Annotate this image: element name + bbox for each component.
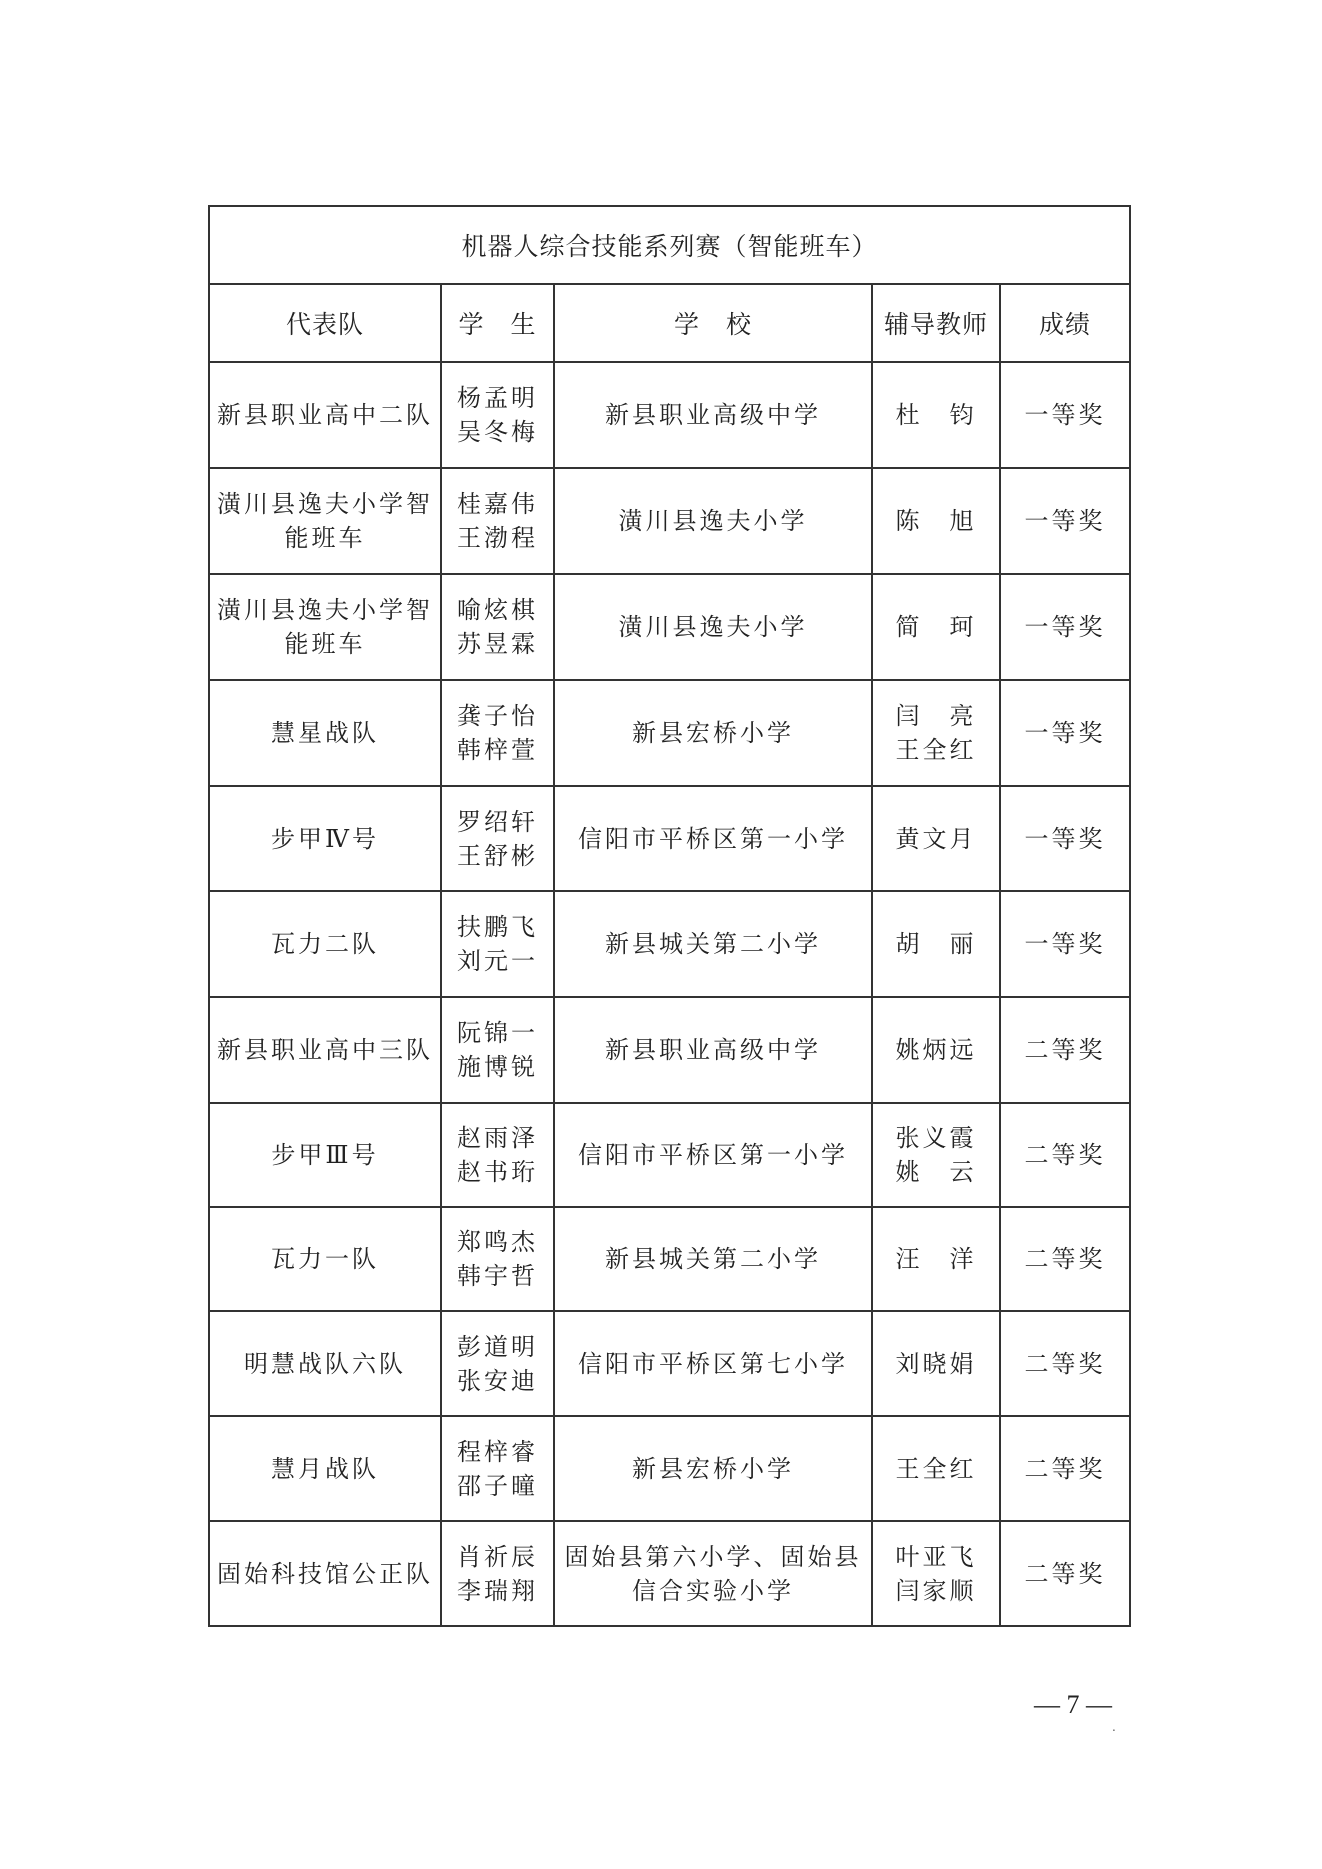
team-cell: 步甲Ⅲ号 [209, 1103, 441, 1207]
students-cell-line: 吴冬梅 [457, 418, 538, 446]
header-school: 学 校 [554, 284, 872, 362]
students-cell [441, 1103, 554, 1207]
teacher-cell-line: 陈 旭 [895, 507, 977, 535]
result-cell: 二等奖 [1000, 1521, 1130, 1626]
result-cell: 一等奖 [1000, 468, 1130, 574]
teacher-cell-line: 黄文月 [895, 824, 977, 853]
school-cell: 信阳市平桥区第一小学 [554, 1103, 872, 1207]
team-cell: 明慧战队六队 [209, 1311, 441, 1416]
team-cell: 慧星战队 [209, 680, 441, 786]
students-cell-line: 韩宇哲 [457, 1262, 538, 1290]
team-cell: 固始科技馆公正队 [209, 1521, 441, 1626]
students-cell-line: 邵子曈 [457, 1471, 538, 1500]
students-cell-line: 赵书珩 [457, 1158, 538, 1186]
school-cell: 新县宏桥小学 [554, 680, 872, 786]
awards-table [208, 205, 1131, 1627]
teacher-cell [872, 997, 1000, 1103]
students-cell [441, 574, 554, 680]
result-cell: 二等奖 [1000, 1207, 1130, 1311]
school-cell: 新县宏桥小学 [554, 1416, 872, 1521]
students-cell-line: 肖祈辰 [457, 1542, 538, 1571]
result-cell: 二等奖 [1000, 1311, 1130, 1416]
teacher-cell-line: 杜 钧 [895, 401, 977, 429]
school-cell: 信阳市平桥区第一小学 [554, 786, 872, 891]
header-row [209, 284, 1130, 362]
students-cell [441, 1207, 554, 1311]
teacher-cell-line: 姚 云 [895, 1158, 977, 1186]
teacher-cell-line: 姚炳远 [895, 1036, 977, 1064]
students-cell-line: 龚子怡 [457, 702, 538, 730]
school-cell: 新县城关第二小学 [554, 1207, 872, 1311]
students-cell-line: 韩梓萱 [457, 736, 538, 764]
students-cell [441, 1416, 554, 1521]
students-cell-line: 王舒彬 [457, 841, 538, 870]
students-cell-line: 杨孟明 [457, 384, 538, 412]
table-row [209, 786, 1130, 891]
teacher-cell [872, 1416, 1000, 1521]
result-cell: 二等奖 [1000, 997, 1130, 1103]
students-cell-line: 李瑞翔 [457, 1576, 538, 1605]
header-result: 成绩 [1000, 284, 1130, 362]
teacher-cell-line: 叶亚飞 [895, 1542, 977, 1571]
teacher-cell [872, 1311, 1000, 1416]
students-cell-line: 施博锐 [457, 1053, 538, 1081]
table-row [209, 468, 1130, 574]
team-cell: 步甲Ⅳ号 [209, 786, 441, 891]
teacher-cell-line: 胡 丽 [895, 930, 977, 958]
result-cell: 一等奖 [1000, 362, 1130, 468]
school-cell: 新县职业高级中学 [554, 997, 872, 1103]
table-row [209, 1416, 1130, 1521]
result-cell: 二等奖 [1000, 1103, 1130, 1207]
table-row [209, 997, 1130, 1103]
result-cell: 一等奖 [1000, 680, 1130, 786]
students-cell-line: 桂嘉伟 [457, 490, 538, 518]
students-cell-line: 程梓睿 [457, 1437, 538, 1466]
students-cell-line: 阮锦一 [457, 1019, 538, 1047]
table-row [209, 1207, 1130, 1311]
school-cell: 新县城关第二小学 [554, 891, 872, 997]
teacher-cell [872, 891, 1000, 997]
result-cell: 一等奖 [1000, 891, 1130, 997]
result-cell: 一等奖 [1000, 786, 1130, 891]
table-row [209, 1311, 1130, 1416]
team-cell: 慧月战队 [209, 1416, 441, 1521]
school-cell: 新县职业高级中学 [554, 362, 872, 468]
header-team: 代表队 [209, 284, 441, 362]
teacher-cell [872, 1521, 1000, 1626]
table-row [209, 362, 1130, 468]
students-cell-line: 赵雨泽 [457, 1124, 538, 1152]
team-cell: 瓦力一队 [209, 1207, 441, 1311]
header-teacher: 辅导教师 [872, 284, 1000, 362]
school-cell: 潢川县逸夫小学 [554, 468, 872, 574]
students-cell [441, 1311, 554, 1416]
teacher-cell-line: 王全红 [895, 736, 977, 764]
teacher-cell [872, 680, 1000, 786]
teacher-cell-line: 王全红 [895, 1454, 977, 1483]
teacher-cell [872, 1103, 1000, 1207]
students-cell [441, 1521, 554, 1626]
teacher-cell [872, 362, 1000, 468]
school-cell: 潢川县逸夫小学 [554, 574, 872, 680]
table-row [209, 891, 1130, 997]
team-cell: 新县职业高中三队 [209, 997, 441, 1103]
students-cell-line: 彭道明 [457, 1332, 538, 1361]
teacher-cell-line: 闫家顺 [895, 1576, 977, 1605]
students-cell-line: 扶鹏飞 [457, 913, 538, 941]
students-cell [441, 680, 554, 786]
students-cell [441, 362, 554, 468]
team-cell: 潢川县逸夫小学智能班车 [209, 468, 441, 574]
students-cell-line: 罗绍轩 [457, 807, 538, 836]
students-cell [441, 997, 554, 1103]
table-row [209, 680, 1130, 786]
team-cell: 新县职业高中二队 [209, 362, 441, 468]
teacher-cell [872, 786, 1000, 891]
table-row [209, 574, 1130, 680]
team-cell: 瓦力二队 [209, 891, 441, 997]
teacher-cell-line: 简 珂 [895, 613, 977, 641]
teacher-cell [872, 574, 1000, 680]
result-cell: 一等奖 [1000, 574, 1130, 680]
table-title: 机器人综合技能系列赛（智能班车） [209, 206, 1130, 284]
teacher-cell-line: 汪 洋 [895, 1245, 977, 1273]
team-cell: 潢川县逸夫小学智能班车 [209, 574, 441, 680]
page-mark: . [1112, 1720, 1116, 1734]
students-cell-line: 喻炫棋 [457, 596, 538, 624]
teacher-cell-line: 张义霞 [895, 1124, 977, 1152]
school-cell: 信阳市平桥区第七小学 [554, 1311, 872, 1416]
teacher-cell-line: 刘晓娟 [895, 1349, 977, 1378]
page-number: — 7 — [1034, 1690, 1112, 1719]
teacher-cell [872, 1207, 1000, 1311]
table-row [209, 1521, 1130, 1626]
students-cell [441, 468, 554, 574]
students-cell [441, 786, 554, 891]
students-cell-line: 刘元一 [457, 947, 538, 975]
students-cell-line: 王渤程 [457, 524, 538, 552]
teacher-cell [872, 468, 1000, 574]
school-cell: 固始县第六小学、固始县信合实验小学 [554, 1521, 872, 1626]
result-cell: 二等奖 [1000, 1416, 1130, 1521]
students-cell-line: 郑鸣杰 [457, 1228, 538, 1256]
students-cell [441, 891, 554, 997]
students-cell-line: 张安迪 [457, 1366, 538, 1395]
teacher-cell-line: 闫 亮 [895, 702, 977, 730]
header-students: 学 生 [441, 284, 554, 362]
table-row [209, 1103, 1130, 1207]
students-cell-line: 苏昱霖 [457, 630, 538, 658]
